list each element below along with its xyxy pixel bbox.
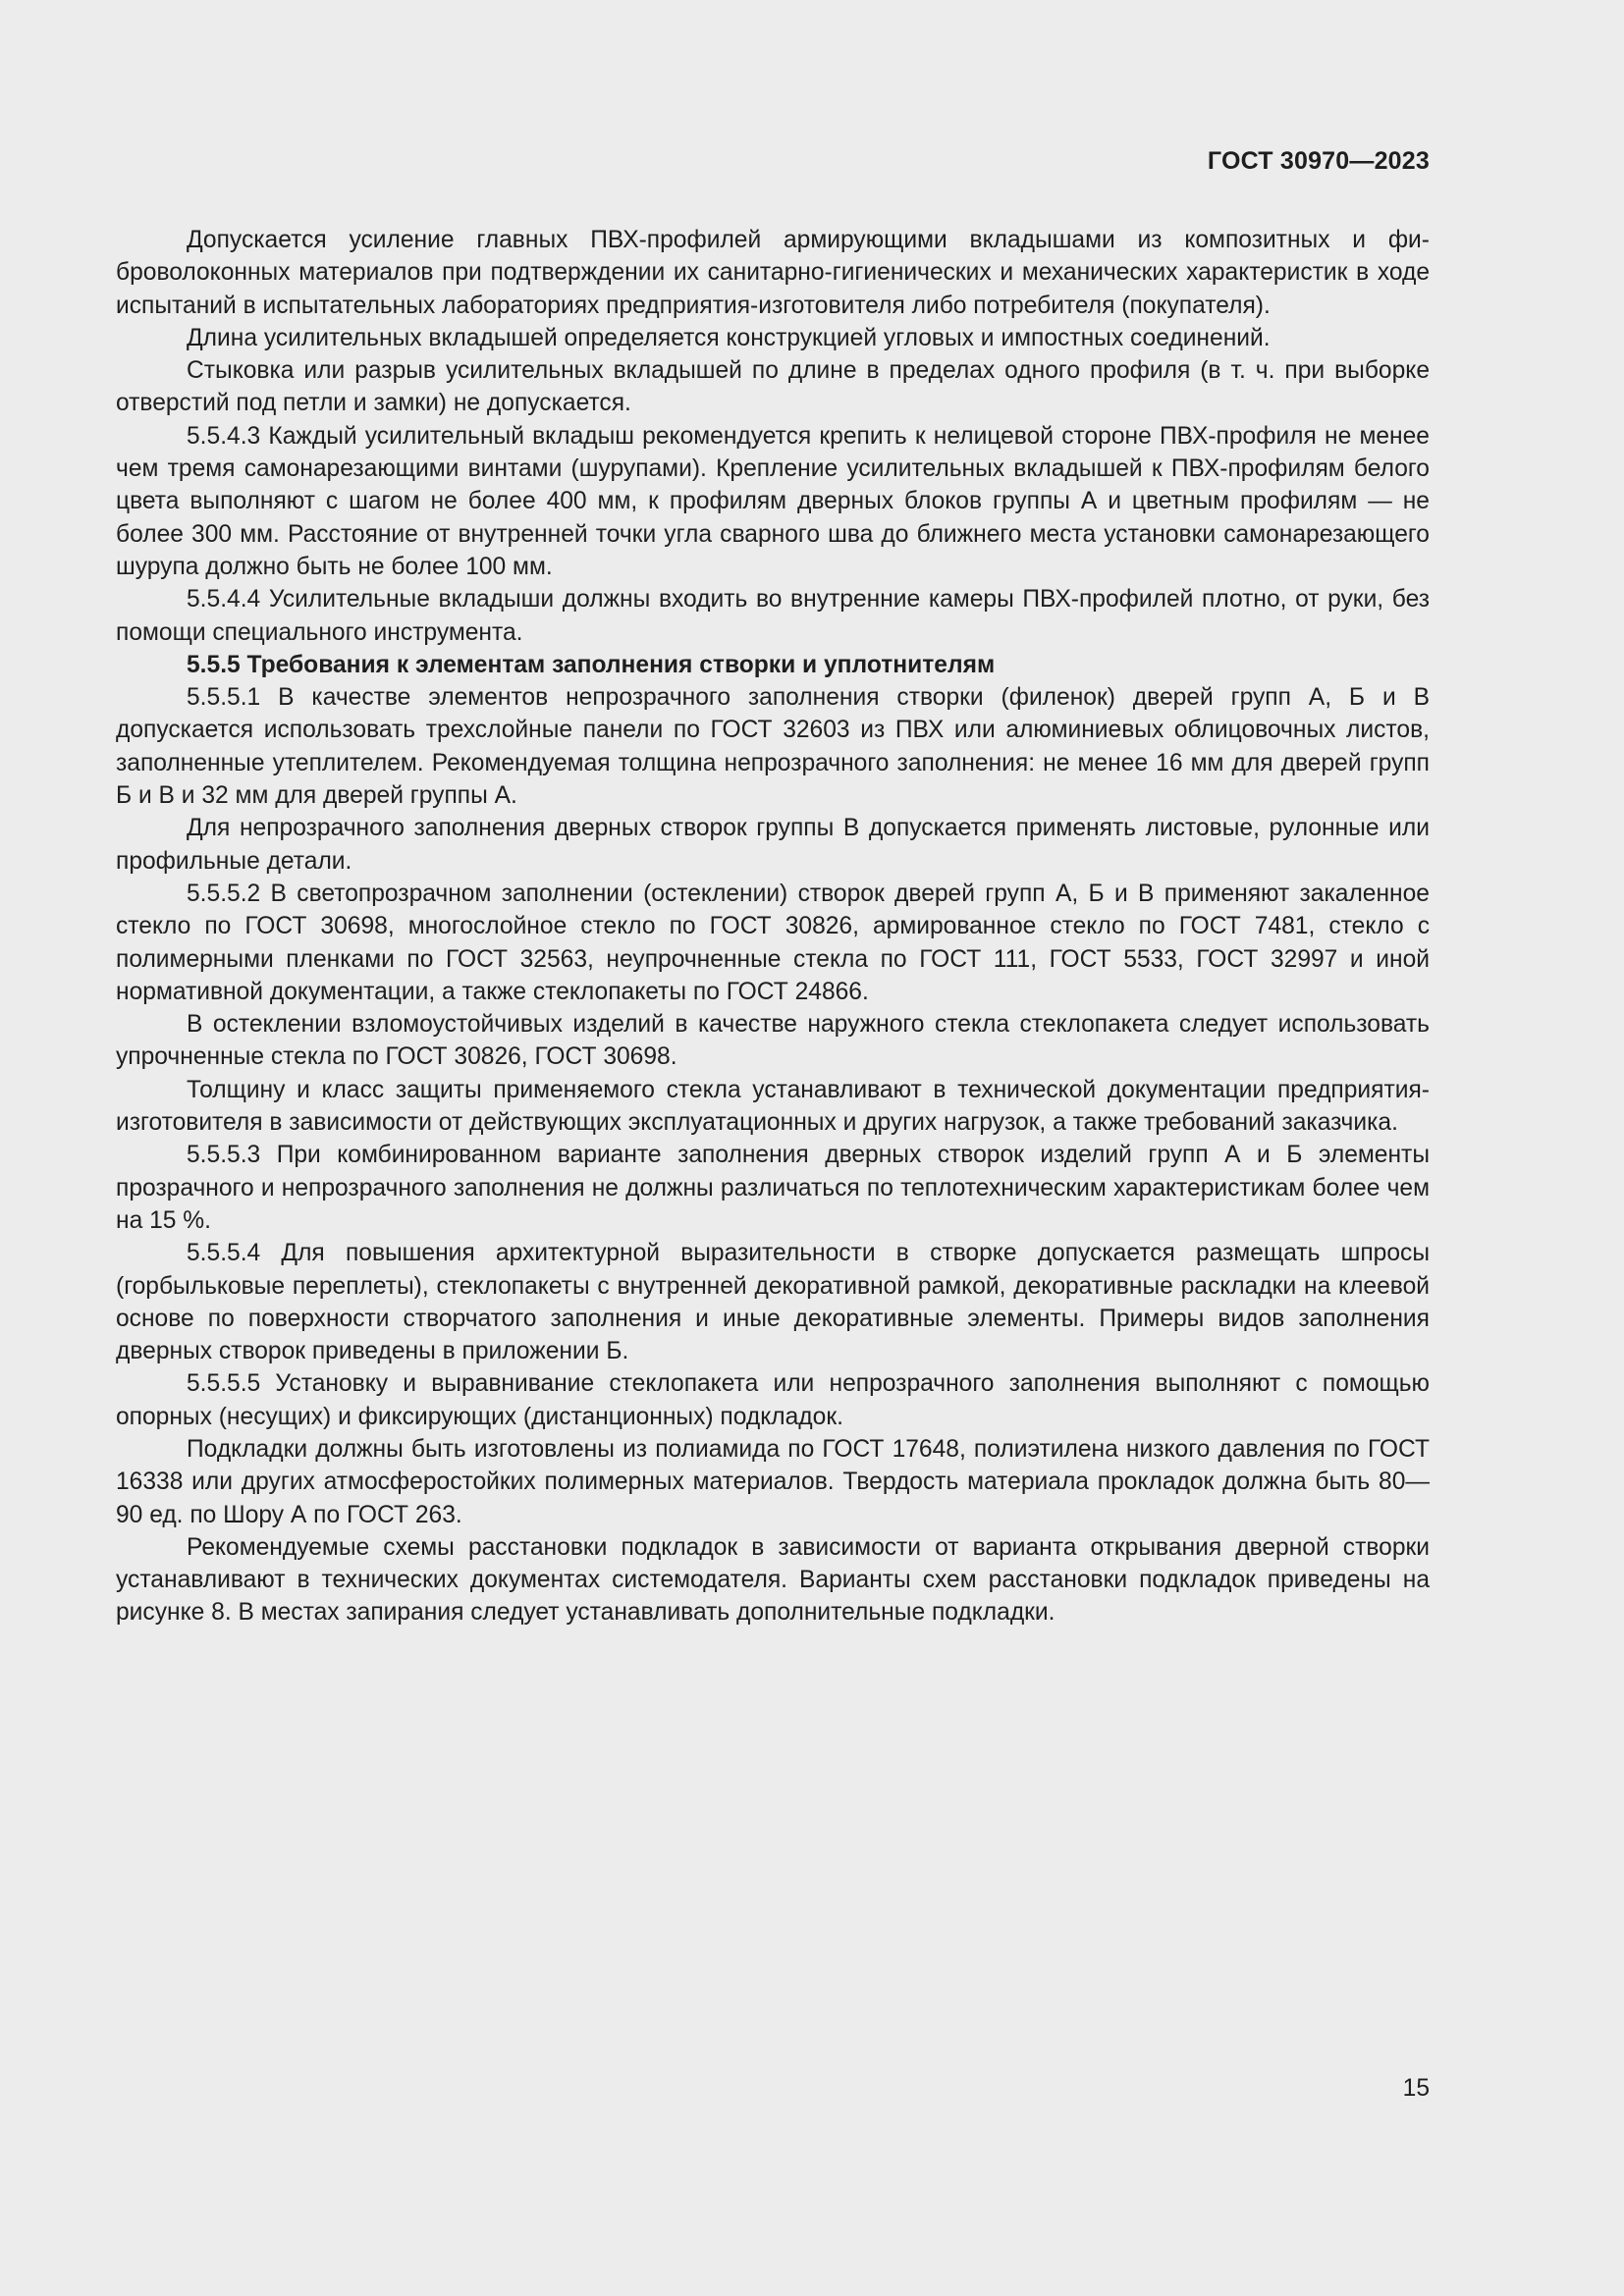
paragraph-pads-material: Подкладки должны быть изготовлены из полиамида по ГОСТ 17648, полиэтилена низкого давления по ГОСТ 16338 или других атмосферостойких полимерных материалов. Твердость материала прокладок должна быть 80—90 ед. по Шору А по ГОСТ 263. [116,1435,1430,1528]
paragraph-insert-length: Длина усилительных вкладышей определяется конструкцией угловых и импостных соединений. [187,324,1271,351]
paragraph-glass-thickness-class: Толщину и класс защиты применяемого стекла устанавливают в технической документации предприятия-изготовителя в зависимости от действующих эксплуатационных и других нагрузок, а также требований заказчика. [116,1076,1430,1137]
paragraph-5-5-4-3: 5.5.4.3 Каждый усилительный вкладыш рекомендуется крепить к нелицевой стороне ПВХ-профиля не менее чем тремя самонарезающими винтами (шурупами). Крепление усилительных вкладышей к ПВХ-профилям белого цвета выполняют с шагом не более 400 мм, к профилям дверных блоков группы А и цветным профилям — не более 300 мм. Расстояние от внутренней точки угла сварного шва до ближнего места установки самонарезающего шурупа должно быть не более 100 мм. [116,422,1430,580]
paragraph-reinforcement-composite: Допускается усиление главных ПВХ-профилей армирующими вкладышами из композитных и фиброволоконных материалов при подтверждении их санитарно-гигиенических и механических характеристик в ходе испытаний в испытательных лабораториях предприятия-изготовителя либо потребителя (покупателя). [116,227,1430,319]
paragraph-5-5-5-1: 5.5.5.1 В качестве элементов непрозрачного заполнения створки (филенок) дверей групп А, Б и В допускается использовать трехслойные панели по ГОСТ 32603 из ПВХ или алюминиевых облицовочных листов, заполненные утеплителем. Рекомендуемая толщина непрозрачного заполнения: не менее 16 мм для дверей групп Б и В и 32 мм для дверей группы А. [116,684,1430,810]
paragraph-5-5-5-5: 5.5.5.5 Установку и выравнивание стеклопакета или непрозрачного заполнения выполняют с помощью опорных (несущих) и фиксирующих (дистанционных) подкладок. [116,1370,1430,1430]
body-text [116,224,1430,1629]
paragraph-5-5-5-4: 5.5.5.4 Для повышения архитектурной выразительности в створке допускается размещать шпросы (горбыльковые переплеты), стеклопакеты с внутренней декоративной рамкой, декоративные раскладки на клеевой основе по поверхности створчатого заполнения и иные декоративные элементы. Примеры видов заполнения дверных створок приведены в приложении Б. [116,1240,1430,1365]
paragraph-pads-schemes: Рекомендуемые схемы расстановки подкладок в зависимости от варианта открывания дверной створки устанавливают в технических документах системодателя. Варианты схем расстановки подкладок приведены на рисунке 8. В местах запирания следует устанавливать дополнительные подкладки. [116,1533,1430,1627]
paragraph-5-5-5-2: 5.5.5.2 В светопрозрачном заполнении (остеклении) створок дверей групп А, Б и В применяют закаленное стекло по ГОСТ 30698, многослойное стекло по ГОСТ 30826, армированное стекло по ГОСТ 7481, стекло с полимерными пленками по ГОСТ 32563, неупрочненные стекла по ГОСТ 111, ГОСТ 5533, ГОСТ 32997 и иной нормативной документации, а также стеклопакеты по ГОСТ 24866. [116,880,1430,1005]
page-number: 15 [1402,2075,1430,2102]
paragraph-group-v-filling: Для непрозрачного заполнения дверных створок группы В допускается применять листовые, рулонные или профильные детали. [116,815,1430,875]
section-heading-5-5-5: 5.5.5 Требования к элементам заполнения створки и уплотнителям [187,651,996,678]
paragraph-5-5-4-4: 5.5.4.4 Усилительные вкладыши должны входить во внутренние камеры ПВХ-профилей плотно, от руки, без помощи специального инструмента. [116,586,1430,646]
document-code-header: ГОСТ 30970—2023 [1207,147,1430,175]
paragraph-5-5-5-3: 5.5.5.3 При комбинированном варианте заполнения дверных створок изделий групп А и Б элементы прозрачного и непрозрачного заполнения не должны различаться по теплотехническим характеристикам более чем на 15 %. [116,1142,1430,1234]
paragraph-insert-joining: Стыковка или разрыв усилительных вкладышей по длине в пределах одного профиля (в т. ч. при выборке отверстий под петли и замки) не допускается. [116,357,1430,417]
paragraph-burglar-resistant-glazing: В остеклении взломоустойчивых изделий в качестве наружного стекла стеклопакета следует использовать упрочненные стекла по ГОСТ 30826, ГОСТ 30698. [116,1011,1430,1071]
